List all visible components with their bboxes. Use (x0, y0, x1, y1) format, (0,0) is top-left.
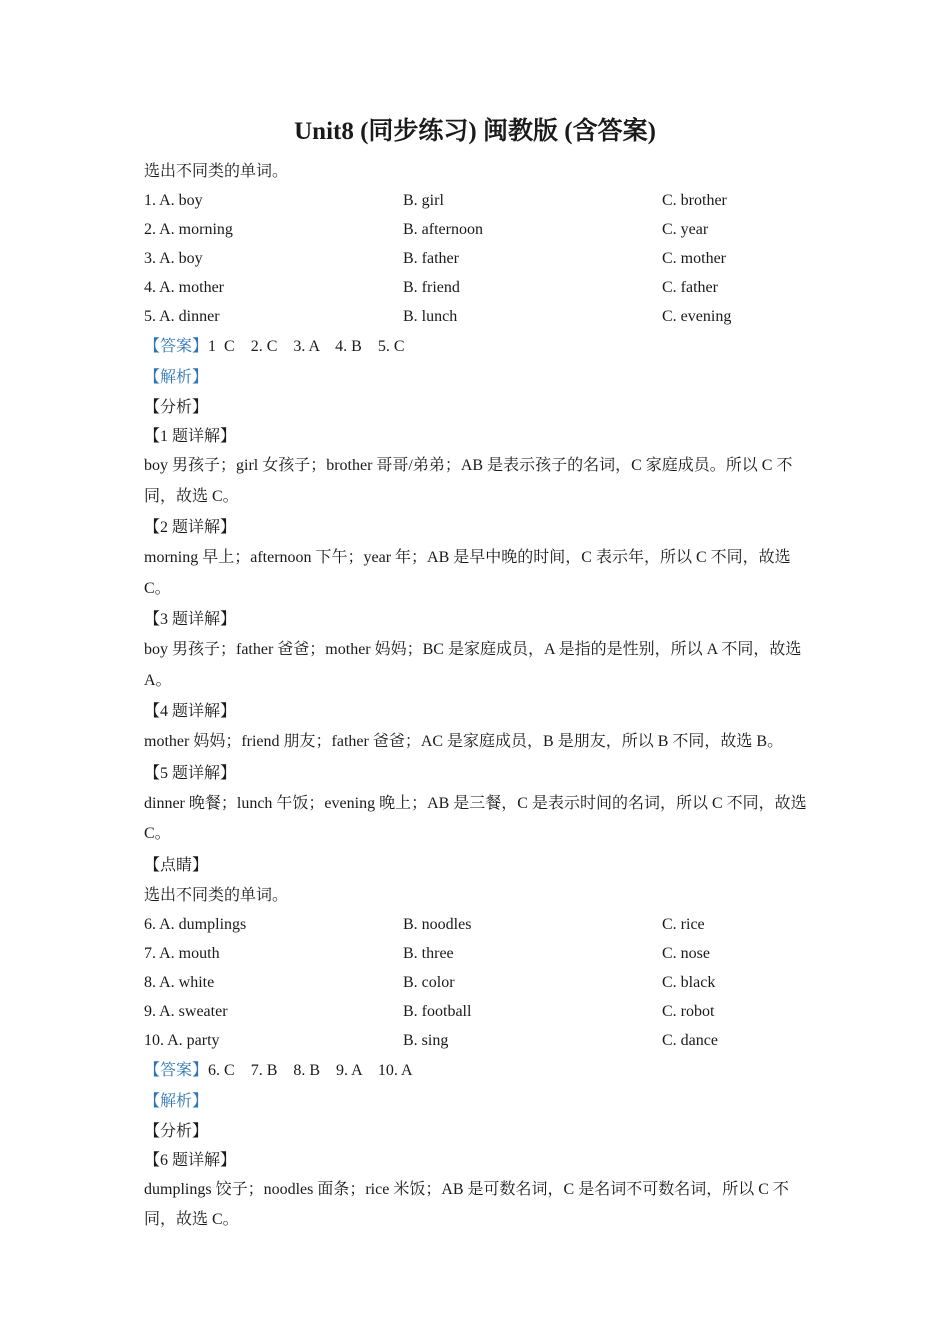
question-row (144, 968, 808, 997)
option-a: 1. A. boy (144, 192, 203, 209)
instruction: 选出不同类的单词。 (144, 163, 289, 180)
detail-text: morning 早上；afternoon 下午；year 年；AB 是早中晚的时间，C 表示年，所以 C 不同，故选 C。 (144, 549, 791, 597)
option-c: C. brother (662, 192, 727, 209)
answer-label: 【答案】 (144, 1061, 209, 1079)
option-b: B. lunch (403, 308, 458, 325)
question-row (144, 939, 808, 968)
detail-text: dumplings 饺子；noodles 面条；rice 米饭；AB 是可数名词，C 是名词不可数名词，所以 C 不同，故选 C。 (144, 1180, 789, 1228)
option-c: C. dance (662, 1031, 718, 1049)
question-row (144, 997, 808, 1026)
option-b: B. afternoon (403, 221, 483, 238)
option-b: B. father (403, 250, 459, 267)
option-c: C. nose (662, 944, 710, 962)
option-b: B. color (403, 973, 455, 991)
option-b: B. girl (403, 192, 444, 209)
option-b: B. three (403, 944, 454, 962)
option-a: 9. A. sweater (144, 1002, 228, 1020)
option-a: 7. A. mouth (144, 944, 220, 962)
option-c: C. father (662, 279, 718, 296)
option-a: 2. A. morning (144, 221, 233, 238)
answer-line (144, 1055, 808, 1086)
option-b: B. friend (403, 279, 460, 296)
question-row (144, 186, 808, 215)
option-b: B. football (403, 1002, 472, 1020)
analysis-label: 【解析】 (144, 369, 209, 386)
question-row (144, 273, 808, 302)
option-c: C. rice (662, 915, 705, 933)
detail-heading: 【2 题详解】 (144, 519, 237, 536)
option-a: 4. A. mother (144, 279, 224, 296)
option-b: B. noodles (403, 915, 472, 933)
detail-text: mother 妈妈；friend 朋友；father 爸爸；AC 是家庭成员，B 是朋友，所以 B 不同，故选 B。 (144, 733, 784, 750)
answer-label: 【答案】 (144, 338, 209, 355)
detail-heading: 【4 题详解】 (144, 703, 237, 720)
option-c: C. mother (662, 250, 726, 267)
option-a: 5. A. dinner (144, 308, 220, 325)
analysis-label: 【解析】 (144, 1092, 209, 1110)
detail-heading: 【1 题详解】 (144, 428, 237, 445)
question-row (144, 302, 808, 331)
option-c: C. year (662, 221, 709, 238)
option-c: C. black (662, 973, 716, 991)
detail-text: boy 男孩子；girl 女孩子；brother 哥哥/弟弟；AB 是表示孩子的名词，C 家庭成员。所以 C 不同，故选 C。 (144, 457, 793, 505)
dianjing-heading: 【点睛】 (144, 856, 209, 874)
option-c: C. evening (662, 308, 732, 325)
option-a: 3. A. boy (144, 250, 203, 267)
question-row (144, 1026, 808, 1055)
answer-text: 1 C 2. C 3. A 4. B 5. C (208, 338, 405, 355)
answer-text: 6. C 7. B 8. B 9. A 10. A (208, 1061, 413, 1079)
fenxi-heading: 【分析】 (144, 399, 209, 416)
document-title: Unit8 (同步练习) 闽教版 (含答案) (294, 118, 656, 145)
question-row (144, 244, 808, 273)
detail-heading: 【5 题详解】 (144, 764, 237, 782)
detail-text: dinner 晚餐；lunch 午饭；evening 晚上；AB 是三餐，C 是表示时间的名词，所以 C 不同，故选 C。 (144, 794, 807, 842)
question-row (144, 215, 808, 244)
detail-text: boy 男孩子；father 爸爸；mother 妈妈；BC 是家庭成员，A 是指的是性别，所以 A 不同，故选 A。 (144, 641, 802, 689)
detail-heading: 【6 题详解】 (144, 1151, 237, 1169)
question-row (144, 910, 808, 939)
detail-heading: 【3 题详解】 (144, 611, 237, 628)
option-a: 6. A. dumplings (144, 915, 247, 933)
option-c: C. robot (662, 1002, 715, 1020)
document-body (144, 157, 808, 1236)
answer-line (144, 331, 808, 362)
instruction: 选出不同类的单词。 (144, 886, 289, 904)
option-a: 8. A. white (144, 973, 215, 991)
option-b: B. sing (403, 1031, 449, 1049)
fenxi-heading: 【分析】 (144, 1122, 209, 1140)
option-a: 10. A. party (144, 1031, 220, 1049)
